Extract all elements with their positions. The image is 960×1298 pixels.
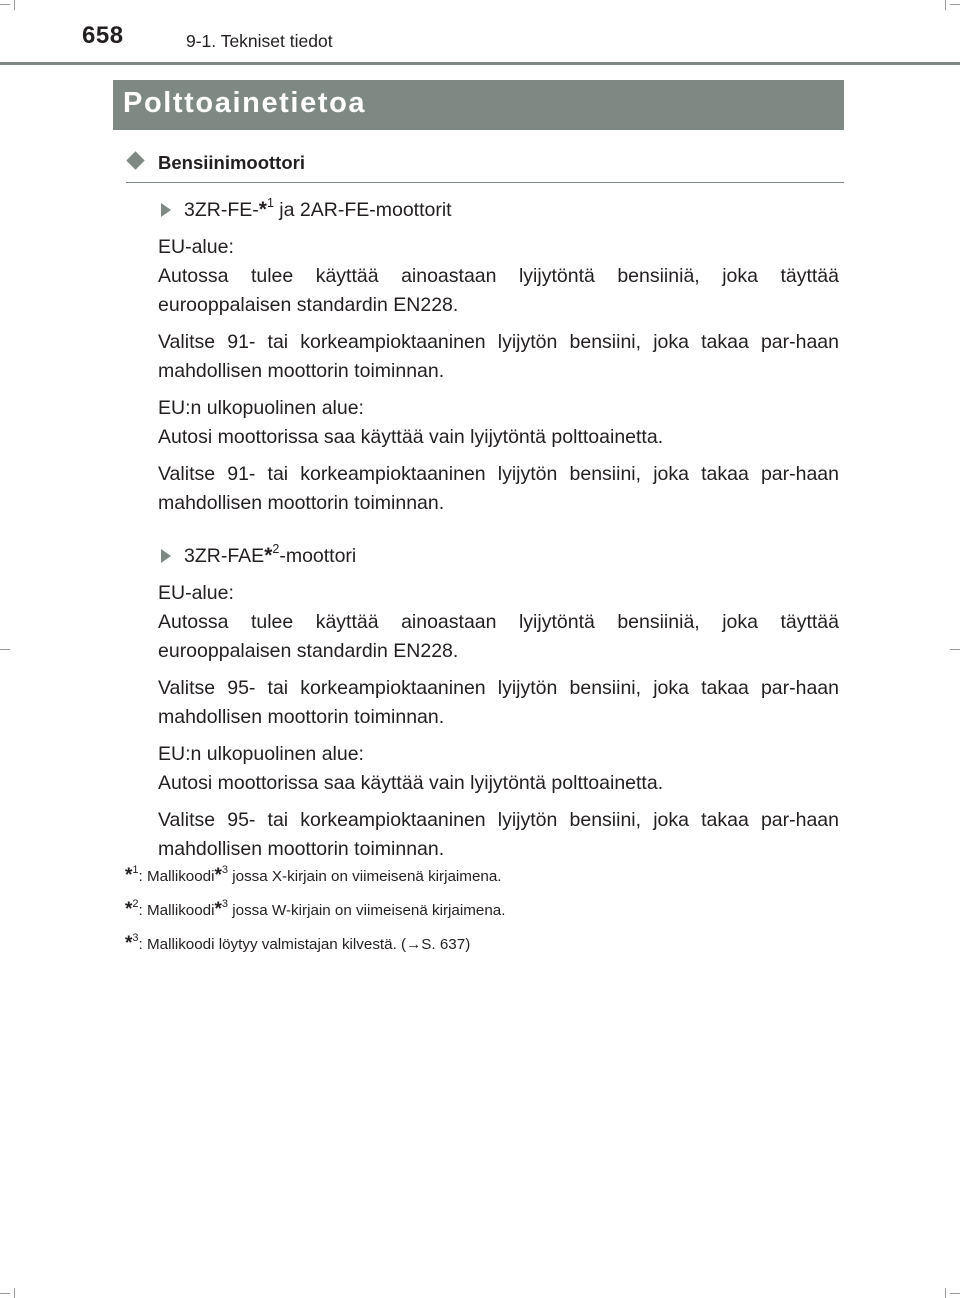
chapter-title: 9-1. Tekniset tiedot [186, 31, 333, 51]
crop-mark [14, 1288, 15, 1298]
diamond-bullet-icon [126, 151, 144, 169]
paragraph: Valitse 91- tai korkeampioktaaninen lyijytön bensiini, joka takaa par-haan mahdollisen moottorin toiminnan. [158, 331, 839, 382]
page-header [0, 0, 960, 66]
asterisk: * [125, 899, 133, 920]
footnote-number: 2 [132, 898, 139, 910]
heading-text: -moottori [279, 545, 357, 567]
region-label: EU:n ulkopuolinen alue: [158, 397, 364, 419]
paragraph: Valitse 95- tai korkeampioktaaninen lyijytön bensiini, joka takaa par-haan mahdollisen moottorin toiminnan. [158, 677, 839, 728]
region-label: EU-alue: [158, 582, 234, 604]
footnote-2 [125, 900, 845, 921]
footnote-text: jossa X-kirjain on viimeisenä kirjaimena. [228, 868, 502, 885]
page-reference-link[interactable]: S. 637) [421, 936, 471, 953]
paragraph: Valitse 91- tai korkeampioktaaninen lyijytön bensiini, joka takaa par-haan mahdollisen moottorin toiminnan. [158, 463, 839, 514]
paragraph: Valitse 95- tai korkeampioktaaninen lyijytön bensiini, joka takaa par-haan mahdollisen moottorin toiminnan. [158, 809, 839, 860]
subsection-heading-1 [158, 195, 839, 225]
section-label: Bensiinimoottori [158, 152, 305, 173]
heading-text: 3ZR-FE- [184, 199, 259, 221]
title-band [113, 80, 844, 130]
paragraph: Autossa tulee käyttää ainoastaan lyijytöntä bensiiniä, joka täyttää eurooppalaisen standardin EN228. [158, 265, 839, 316]
heading-text: ja 2AR-FE-moottorit [273, 199, 452, 221]
page-title: Polttoainetietoa [123, 87, 367, 119]
paragraph: Autossa tulee käyttää ainoastaan lyijytöntä bensiiniä, joka täyttää eurooppalaisen standardin EN228. [158, 611, 839, 662]
asterisk: * [258, 198, 267, 221]
crop-mark [950, 1293, 960, 1294]
main-content [158, 195, 839, 864]
section-divider [126, 182, 844, 183]
header-rule [0, 62, 960, 65]
crop-mark [950, 649, 960, 650]
footnotes [125, 866, 845, 968]
crop-mark [945, 1288, 946, 1298]
asterisk: * [214, 899, 222, 920]
page-number: 658 [82, 22, 124, 49]
heading-text: 3ZR-FAE [184, 545, 265, 567]
footnote-ref: 1 [266, 196, 274, 210]
paragraph: Autosi moottorissa saa käyttää vain lyijytöntä polttoainetta. [158, 426, 664, 448]
asterisk: * [125, 933, 133, 954]
footnote-number: 1 [132, 864, 139, 876]
region-label: EU-alue: [158, 236, 234, 258]
footnote-ref: 2 [272, 542, 280, 556]
footnote-ref: 3 [221, 898, 229, 910]
asterisk: * [214, 865, 222, 886]
footnote-1 [125, 866, 845, 887]
asterisk: * [264, 544, 273, 567]
triangle-bullet-icon [161, 549, 171, 563]
crop-mark [0, 649, 10, 650]
footnote-text: : Mallikoodi [138, 868, 215, 885]
footnote-number: 3 [132, 932, 139, 944]
footnote-text: jossa W-kirjain on viimeisenä kirjaimena. [228, 902, 506, 919]
paragraph: Autosi moottorissa saa käyttää vain lyijytöntä polttoainetta. [158, 772, 664, 794]
asterisk: * [125, 865, 133, 886]
crop-mark [0, 1293, 10, 1294]
triangle-bullet-icon [161, 203, 171, 217]
footnote-text: : Mallikoodi [138, 902, 215, 919]
footnote-3 [125, 934, 845, 955]
region-label: EU:n ulkopuolinen alue: [158, 743, 364, 765]
footnote-text: : Mallikoodi löytyy valmistajan kilvestä. ( [138, 936, 407, 953]
arrow-right-icon: → [406, 936, 422, 953]
subsection-heading-2 [158, 541, 839, 571]
footnote-ref: 3 [221, 864, 229, 876]
